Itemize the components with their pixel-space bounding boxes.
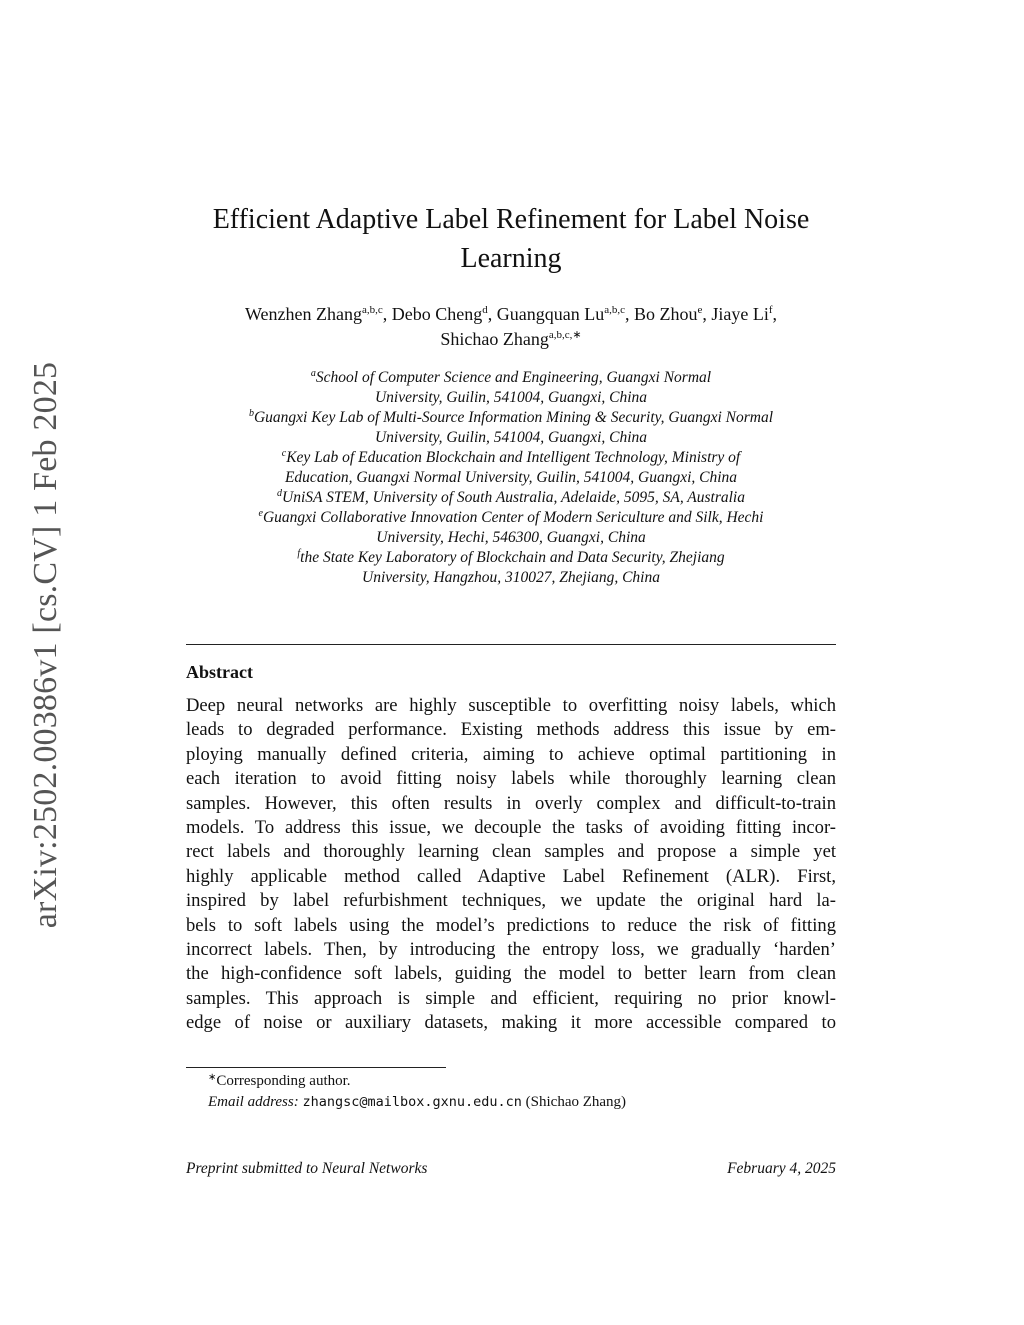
arxiv-side-stamp <box>0 0 80 1325</box>
affiliation: $^a$School of Computer Science and Engineering, Guangxi Normal University, Guilin, 541004, Guangxi, China <box>310 368 712 406</box>
abstract-line: highly applicable method called Adaptive Label Refinement (ALR). First, <box>186 865 836 887</box>
abstract-line: samples. This approach is simple and efficient, requiring no prior knowl- <box>186 987 836 1009</box>
email-note: Email address: zhangsc@mailbox.gxnu.edu.cn (Shichao Zhang) <box>208 1094 627 1110</box>
abstract-line: samples. However, this often results in overly complex and difficult-to-train <box>186 792 836 814</box>
author: Bo Zhou$^e$, <box>633 304 712 324</box>
abstract-line: rect labels and thoroughly learning clean samples and propose a simple yet <box>186 841 836 863</box>
affiliation-list <box>196 368 826 588</box>
paper-title <box>186 200 836 278</box>
abstract-line: models. To address this issue, we decouple the tasks of avoiding fitting incor- <box>186 817 836 839</box>
affiliation: $^d$UniSA STEM, University of South Australia, Adelaide, 5095, SA, Australia <box>277 488 745 506</box>
abstract-heading: Abstract <box>186 662 253 682</box>
corresponding-author-note: ∗Corresponding author. <box>208 1072 351 1089</box>
abstract-line: leads to degraded performance. Existing methods address this issue by em- <box>186 719 836 741</box>
abstract-line: inspired by label refurbishment techniques, we update the original hard la- <box>186 890 836 912</box>
author: Jiaye Li$^f$, <box>711 304 778 324</box>
abstract-line: ploying manually defined criteria, aiming to achieve optimal partitioning in <box>186 743 836 765</box>
abstract-line: incorrect labels. Then, by introducing the entropy loss, we gradually ‘harden’ <box>186 939 836 961</box>
author: Shichao Zhang$^{a,b,c,∗}$ <box>440 329 582 349</box>
abstract-line: Deep neural networks are highly susceptible to overfitting noisy labels, which <box>186 695 836 716</box>
abstract-line: each iteration to avoid fitting noisy labels while thoroughly learning clean <box>186 768 836 790</box>
abstract-top-rule <box>186 644 836 645</box>
affiliation: $^c$Key Lab of Education Blockchain and Intelligent Technology, Ministry of Education, Guangxi Normal University, Guilin, 541004, Guangxi, China <box>281 448 741 486</box>
abstract-text <box>186 694 836 1036</box>
abstract-line: edge of noise or auxiliary datasets, making it more accessible compared to <box>186 1012 836 1034</box>
author: Wenzhen Zhang$^{a,b,c}$, <box>244 304 392 324</box>
affiliation: $^b$Guangxi Key Lab of Multi-Source Information Mining & Security, Guangxi Normal University, Guilin, 541004, Guangxi, China <box>248 408 774 446</box>
affiliation: $^e$Guangxi Collaborative Innovation Center of Modern Sericulture and Silk, Hechi University, Hechi, 546300, Guangxi, China <box>258 508 764 546</box>
author-list <box>186 302 836 352</box>
preprint-note: Preprint submitted to Neural Networks <box>186 1160 428 1177</box>
abstract-line: the high-confidence soft labels, guiding the model to better learn from clean <box>186 963 836 985</box>
author: Debo Cheng$^d$, <box>391 304 497 324</box>
footnote-rule <box>186 1067 446 1068</box>
preprint-date: February 4, 2025 <box>727 1160 836 1177</box>
affiliation: $^f$the State Key Laboratory of Blockchain and Data Security, Zhejiang University, Hangzhou, 310027, Zhejiang, China <box>297 548 725 586</box>
title-line-2: Learning <box>460 243 562 274</box>
abstract-line: bels to soft labels using the model’s predictions to reduce the risk of fitting <box>186 914 836 936</box>
author: Guangquan Lu$^{a,b,c}$, <box>496 304 634 324</box>
title-line-1: Efficient Adaptive Label Refinement for Label Noise <box>212 204 810 235</box>
arxiv-identifier: arXiv:2502.00386v1 [cs.CV] 1 Feb 2025 <box>27 361 64 929</box>
email-link[interactable]: zhangsc@mailbox.gxnu.edu.cn <box>302 1094 522 1110</box>
footnotes <box>186 1071 836 1113</box>
